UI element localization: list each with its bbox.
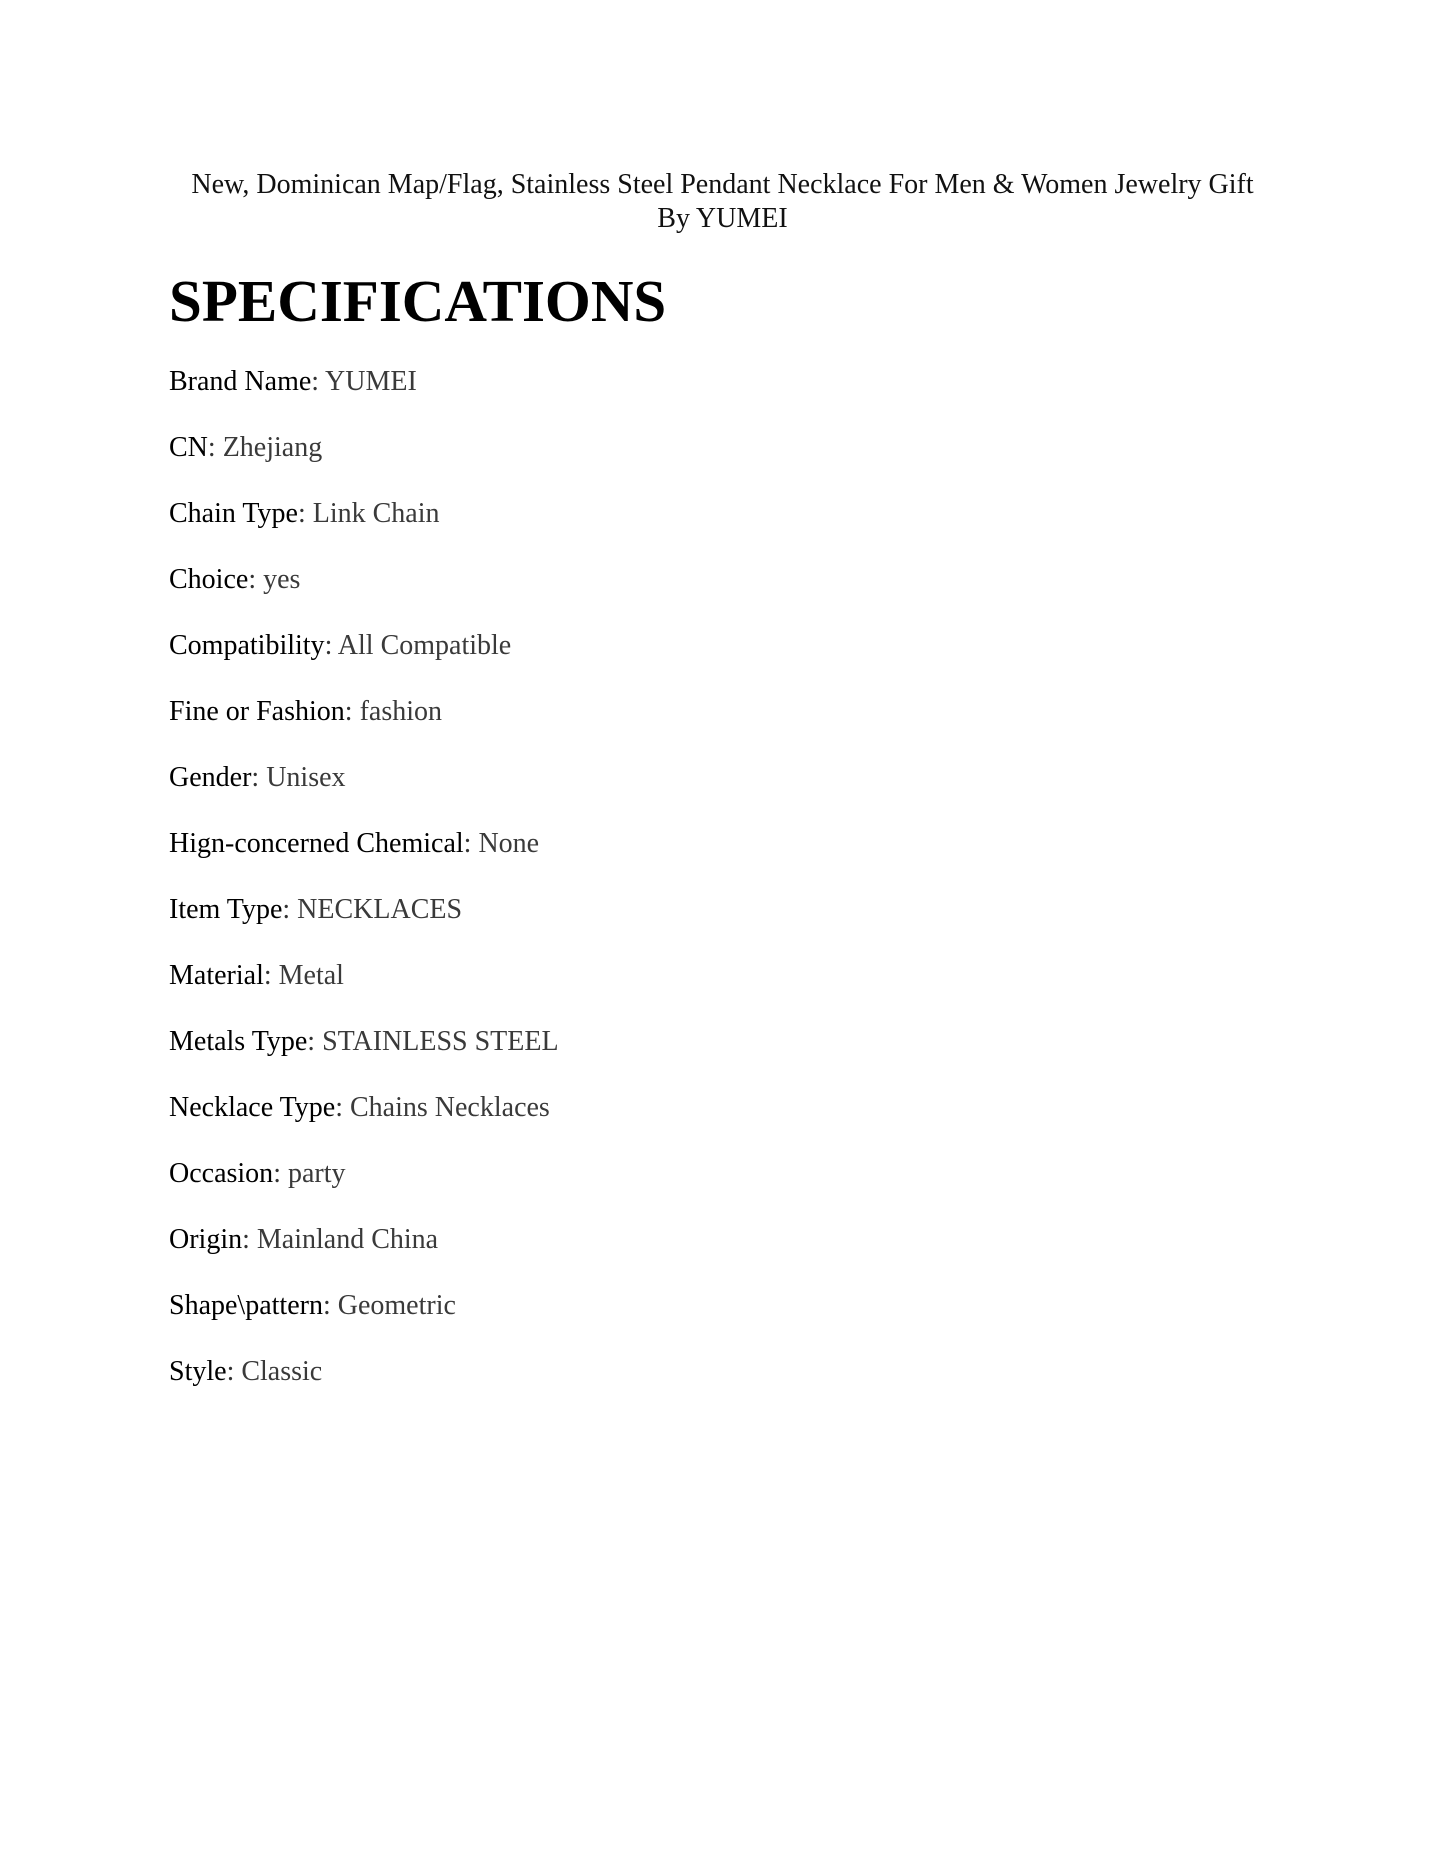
spec-value: Chains Necklaces — [350, 1092, 550, 1123]
spec-row-shape-pattern — [169, 1288, 559, 1354]
product-title — [150, 168, 1295, 236]
spec-label: CN — [169, 432, 208, 463]
spec-value: STAINLESS STEEL — [322, 1026, 559, 1057]
spec-value: fashion — [359, 696, 442, 727]
spec-value: Mainland China — [256, 1224, 439, 1255]
spec-label: Shape\pattern — [169, 1290, 323, 1321]
product-title-line-2: By YUMEI — [657, 203, 788, 234]
spec-value: All Compatible — [337, 630, 512, 661]
spec-separator: : — [322, 1290, 338, 1321]
spec-separator: : — [307, 1026, 323, 1057]
spec-label: Gender — [169, 762, 252, 793]
spec-separator: : — [263, 960, 279, 991]
spec-row-occasion — [169, 1156, 559, 1222]
spec-separator: : — [324, 630, 338, 661]
spec-row-fine-or-fashion — [169, 694, 559, 760]
specifications-heading: SPECIFICATIONS — [169, 268, 667, 334]
spec-separator: : — [344, 696, 360, 727]
spec-label: Choice — [169, 564, 249, 595]
spec-label: Metals Type — [169, 1026, 308, 1057]
spec-label: Material — [169, 960, 264, 991]
spec-row-material — [169, 958, 559, 1024]
spec-label: Style — [169, 1356, 227, 1387]
spec-value: party — [287, 1158, 346, 1189]
spec-value: Geometric — [337, 1290, 456, 1321]
spec-separator: : — [248, 564, 264, 595]
spec-label: Compatibility — [169, 630, 325, 661]
spec-row-cn — [169, 430, 559, 496]
spec-row-item-type — [169, 892, 559, 958]
spec-label: Occasion — [169, 1158, 274, 1189]
spec-label: Necklace Type — [169, 1092, 336, 1123]
spec-separator: : — [226, 1356, 242, 1387]
spec-value: yes — [263, 564, 301, 595]
spec-separator: : — [297, 498, 313, 529]
spec-value: Metal — [278, 960, 344, 991]
spec-row-compatibility — [169, 628, 559, 694]
spec-row-style — [169, 1354, 559, 1420]
spec-row-chain-type — [169, 496, 559, 562]
spec-separator: : — [251, 762, 267, 793]
spec-value: None — [478, 828, 540, 859]
spec-row-high-concerned-chemical — [169, 826, 559, 892]
spec-row-origin — [169, 1222, 559, 1288]
spec-label: Origin — [169, 1224, 243, 1255]
spec-label: Chain Type — [169, 498, 298, 529]
spec-separator: : — [335, 1092, 350, 1123]
spec-row-metals-type — [169, 1024, 559, 1090]
spec-separator: : — [273, 1158, 288, 1189]
spec-separator: : — [311, 366, 326, 397]
spec-row-brand-name — [169, 364, 559, 430]
spec-separator: : — [207, 432, 223, 463]
spec-label: Brand Name — [169, 366, 312, 397]
spec-row-choice — [169, 562, 559, 628]
spec-row-necklace-type — [169, 1090, 559, 1156]
spec-value: Classic — [241, 1356, 323, 1387]
spec-label: Hign-concerned Chemical — [169, 828, 464, 859]
spec-row-gender — [169, 760, 559, 826]
spec-label: Item Type — [169, 894, 283, 925]
product-title-line-1: New, Dominican Map/Flag, Stainless Steel Pendant Necklace For Men & Women Jewelry Gift — [191, 169, 1254, 200]
spec-value: Link Chain — [312, 498, 440, 529]
spec-label: Fine or Fashion — [169, 696, 345, 727]
spec-value: YUMEI — [325, 366, 417, 397]
spec-separator: : — [282, 894, 298, 925]
spec-value: NECKLACES — [297, 894, 463, 925]
spec-separator: : — [242, 1224, 257, 1255]
spec-value: Unisex — [266, 762, 346, 793]
spec-separator: : — [463, 828, 479, 859]
spec-value: Zhejiang — [222, 432, 323, 463]
specifications-list — [169, 364, 559, 1420]
